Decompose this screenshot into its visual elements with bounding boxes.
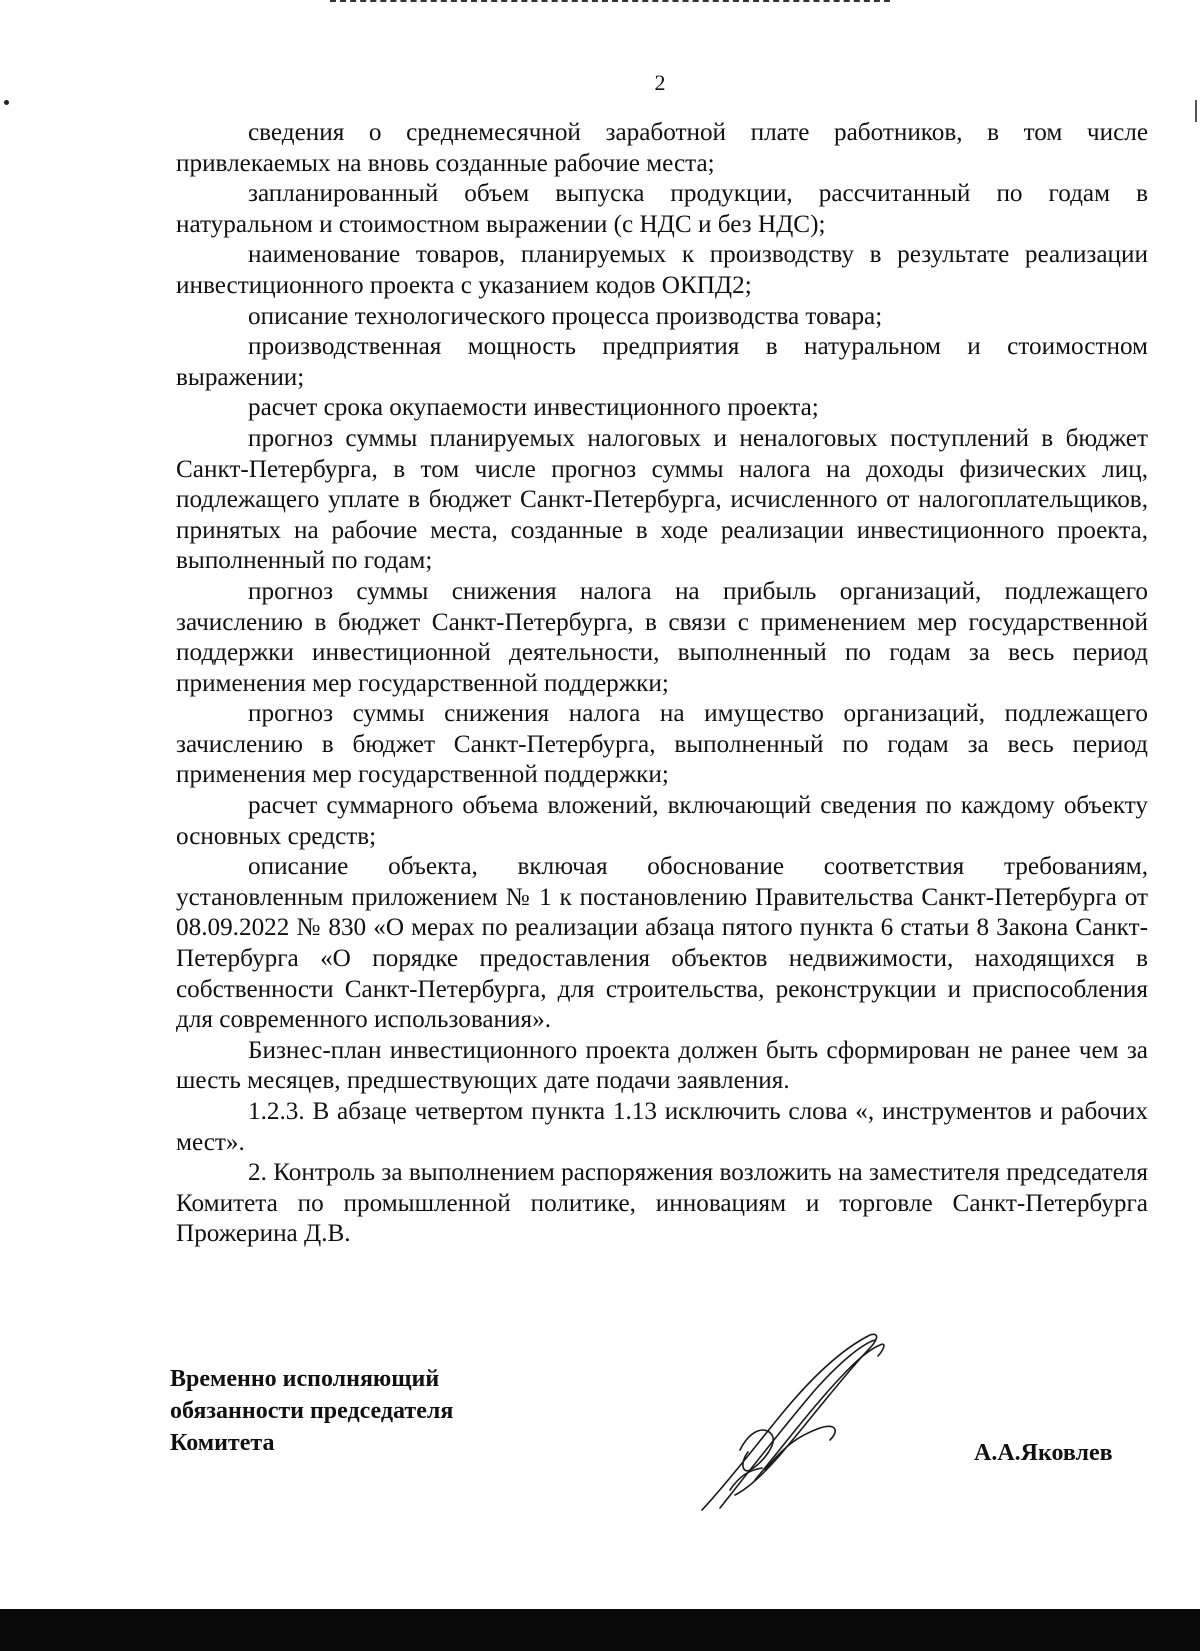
paragraph: 2. Контроль за выполнением распоряжения возложить на заместителя председателя Комитета по промышленной политике, инновациям и торговле Санкт-Петербурга Прожерина Д.В. [176,1159,1148,1248]
signatory-title-line: Временно исполняющий [170,1366,440,1392]
document-body [176,118,1148,1250]
paragraph: производственная мощность предприятия в натуральном и стоимостном выражении; [176,333,1148,391]
signatory-title-line: Комитета [170,1430,275,1456]
paragraph: Бизнес-план инвестиционного проекта должен быть сформирован не ранее чем за шесть месяцев, предшествующих дате подачи заявления. [176,1036,1148,1095]
paragraph: 1.2.3. В абзаце четвертом пункта 1.13 исключить слова «, инструментов и рабочих мест». [176,1098,1148,1156]
paragraph: описание объекта, включая обоснование соответствия требованиям, установленным приложением № 1 к постановлению Правительства Санкт-Петербурга от 08.09.2022 № 830 «О мерах по реализации абзаца пятого пункта 6 статьи 8 Закона Санкт-Петербурга «О порядке предоставления объектов недвижимости, находящихся в собственности Санкт-Петербурга, для строительства, реконструкции и приспособления для современного использования». [176,853,1148,1034]
signatory-title [170,1363,453,1459]
scan-artifact-top [330,0,890,5]
paragraph: описание технологического процесса производства товара; [248,302,883,330]
paragraph: запланированный объем выпуска продукции, рассчитанный по годам в натуральном и стоимостном выражении (с НДС и без НДС); [176,180,1148,238]
signatory-name: А.А.Яковлев [974,1440,1113,1466]
handwritten-signature [690,1330,920,1520]
paragraph: наименование товаров, планируемых к производству в результате реализации инвестиционного проекта с указанием кодов ОКПД2; [176,241,1148,299]
signatory-title-line: обязанности председателя [170,1398,454,1424]
paragraph: сведения о среднемесячной заработной плате работников, в том числе привлекаемых на вновь созданные рабочие места; [176,119,1148,177]
paragraph: прогноз суммы снижения налога на прибыль организаций, подлежащего зачислению в бюджет Санкт-Петербурга, в связи с применением мер государственной поддержки инвестиционной деятельности, выполненный по годам за весь период применения мер государственной поддержки; [176,577,1148,697]
paragraph: расчет срока окупаемости инвестиционного проекта; [248,394,819,422]
paragraph: расчет суммарного объема вложений, включающий сведения по каждому объекту основных средств; [176,792,1148,850]
scan-artifact-bottom [0,1609,1200,1651]
paragraph: прогноз суммы планируемых налоговых и неналоговых поступлений в бюджет Санкт-Петербурга, в том числе прогноз суммы налога на доходы физических лиц, подлежащего уплате в бюджет Санкт-Петербурга, исчисленного от налогоплательщиков, принятых на рабочие места, созданные в ходе реализации инвестиционного проекта, выполненный по годам; [176,424,1148,575]
scan-artifact-dot [4,100,9,105]
paragraph: прогноз суммы снижения налога на имущество организаций, подлежащего зачислению в бюджет Санкт-Петербурга, выполненный по годам за весь период применения мер государственной поддержки; [176,700,1148,789]
page-number: 2 [654,70,666,95]
scan-artifact-edge [1195,100,1197,122]
